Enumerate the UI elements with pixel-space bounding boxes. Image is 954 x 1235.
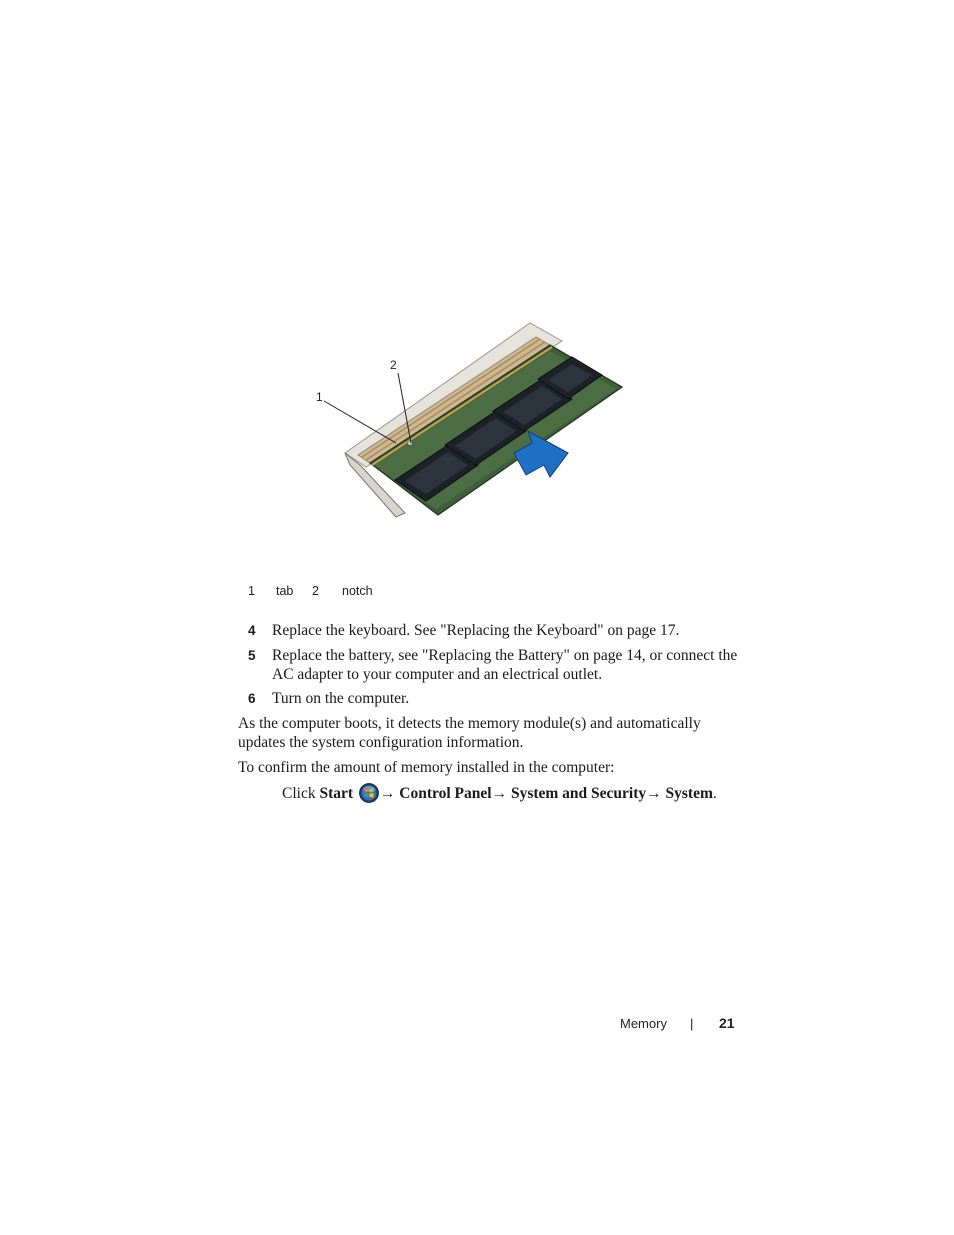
control-panel-label: Control Panel	[399, 785, 492, 802]
step-text: Replace the keyboard. See "Replacing the Keyboard" on page 17.	[272, 622, 680, 639]
system-label: System	[665, 785, 713, 802]
boot-detection-paragraph: As the computer boots, it detects the memory module(s) and automatically updates the system configuration information.	[238, 715, 701, 751]
page-number: 21	[719, 1015, 735, 1031]
legend-label-tab: tab	[276, 584, 294, 598]
footer-section: Memory	[620, 1016, 667, 1031]
memory-module-illustration	[300, 315, 640, 555]
legend-num-1: 1	[248, 584, 255, 598]
step-number: 6	[248, 691, 256, 706]
windows-start-icon	[359, 783, 379, 803]
step-number: 5	[248, 648, 256, 663]
memory-module-drawing	[300, 315, 640, 555]
arrow-2: →	[491, 785, 508, 802]
legend-num-2: 2	[312, 584, 319, 598]
confirm-memory-paragraph: To confirm the amount of memory installed in the computer:	[238, 759, 615, 776]
step-text: Turn on the computer.	[272, 690, 410, 707]
callout-1: 1	[316, 390, 323, 404]
instruction-end: .	[712, 785, 717, 802]
step-number: 4	[248, 623, 256, 638]
callout-2: 2	[390, 358, 397, 372]
legend-label-notch: notch	[342, 584, 373, 598]
system-security-label: System and Security	[510, 785, 647, 802]
step-text: Replace the battery, see "Replacing the Battery" on page 14, or connect the AC adapter to your computer and an electrical outlet.	[272, 647, 738, 683]
footer-separator: |	[690, 1016, 694, 1031]
arrow-1: →	[379, 785, 396, 802]
click-prefix: Click	[282, 785, 316, 802]
start-label: Start	[319, 785, 354, 802]
navigation-instruction	[282, 783, 717, 803]
arrow-3: →	[646, 785, 662, 802]
